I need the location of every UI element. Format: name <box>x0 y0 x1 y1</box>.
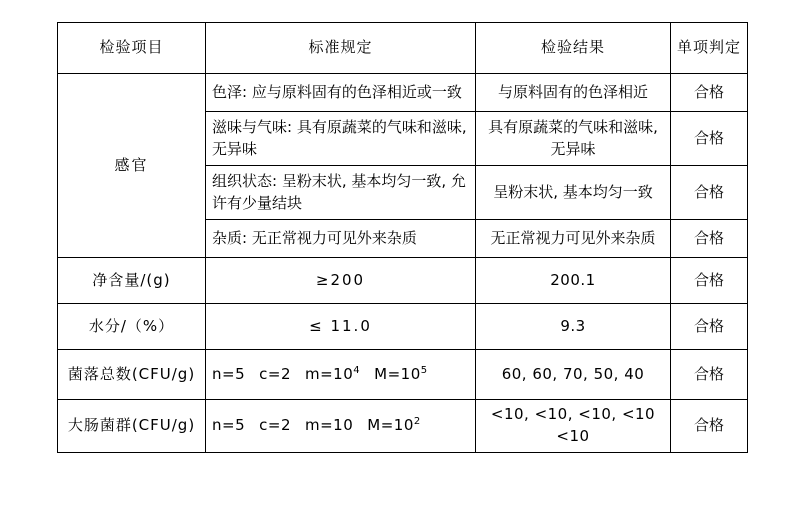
standard-n-value: n=5 <box>212 415 246 434</box>
header-cell-standard: 标准规定 <box>206 23 476 74</box>
cell-standard-coliform <box>206 400 476 453</box>
inspection-report-table <box>57 22 748 453</box>
header-cell-verdict: 单项判定 <box>671 23 748 74</box>
cell-result-total-plate-count: 60, 60, 70, 50, 40 <box>476 350 671 400</box>
cell-verdict-impurity: 合格 <box>671 220 748 258</box>
cell-result-moisture: 9.3 <box>476 304 671 350</box>
cell-result-texture: 呈粉末状, 基本均匀一致 <box>476 166 671 220</box>
row-label-net-content: 净含量/(g) <box>58 258 206 304</box>
standard-M-value: M=10 <box>367 415 414 434</box>
table-row <box>58 258 748 304</box>
cell-verdict-flavor: 合格 <box>671 112 748 166</box>
standard-M-exponent: 2 <box>413 415 421 427</box>
table-row <box>58 350 748 400</box>
row-label-total-plate-count: 菌落总数(CFU/g) <box>58 350 206 400</box>
row-label-sensory: 感官 <box>58 74 206 258</box>
standard-M-exponent: 5 <box>420 364 428 376</box>
cell-verdict-texture: 合格 <box>671 166 748 220</box>
coliform-result-line-2: <10 <box>556 426 590 445</box>
cell-standard-total-plate-count <box>206 350 476 400</box>
cell-verdict-coliform: 合格 <box>671 400 748 453</box>
cell-result-flavor: 具有原蔬菜的气味和滋味, 无异味 <box>476 112 671 166</box>
row-label-coliform: 大肠菌群(CFU/g) <box>58 400 206 453</box>
standard-M-value: M=10 <box>374 364 421 383</box>
coliform-result-line-1: <10, <10, <10, <10 <box>490 405 656 423</box>
cell-verdict-moisture: 合格 <box>671 304 748 350</box>
standard-c-value: c=2 <box>259 415 291 434</box>
cell-standard-moisture: ≤ 11.0 <box>206 304 476 350</box>
standard-n-value: n=5 <box>212 364 246 383</box>
standard-c-value: c=2 <box>259 364 291 383</box>
cell-standard-flavor: 滋味与气味: 具有原蔬菜的气味和滋味, 无异味 <box>206 112 476 166</box>
standard-m-value: m=10 <box>304 415 354 434</box>
standard-m-value: m=10 <box>304 364 354 383</box>
standard-m-exponent: 4 <box>353 364 361 376</box>
cell-standard-net-content: ≥200 <box>206 258 476 304</box>
cell-standard-impurity: 杂质: 无正常视力可见外来杂质 <box>206 220 476 258</box>
cell-standard-color: 色泽: 应与原料固有的色泽相近或一致 <box>206 74 476 112</box>
cell-verdict-net-content: 合格 <box>671 258 748 304</box>
cell-result-impurity: 无正常视力可见外来杂质 <box>476 220 671 258</box>
table-header-row <box>58 23 748 74</box>
header-cell-item: 检验项目 <box>58 23 206 74</box>
cell-result-color: 与原料固有的色泽相近 <box>476 74 671 112</box>
table-row <box>58 400 748 453</box>
cell-standard-texture: 组织状态: 呈粉末状, 基本均匀一致, 允许有少量结块 <box>206 166 476 220</box>
table-row <box>58 304 748 350</box>
header-cell-result: 检验结果 <box>476 23 671 74</box>
row-label-moisture: 水分/（%） <box>58 304 206 350</box>
cell-result-net-content: 200.1 <box>476 258 671 304</box>
table-row <box>58 74 748 112</box>
cell-verdict-color: 合格 <box>671 74 748 112</box>
cell-verdict-total-plate-count: 合格 <box>671 350 748 400</box>
cell-result-coliform <box>476 400 671 453</box>
